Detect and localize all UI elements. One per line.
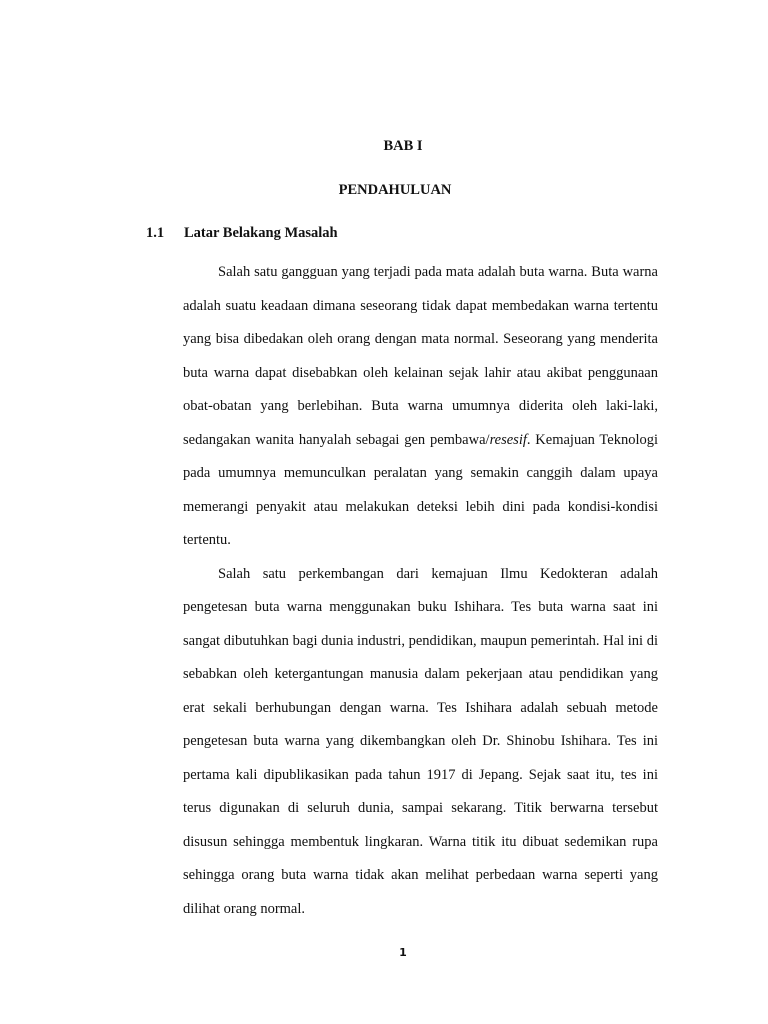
- page-number: 1: [399, 946, 407, 959]
- paragraph-2: Salah satu perkembangan dari kemajuan Ilmu Kedokteran adalah pengetesan buta warna menggunakan buku Ishihara. Tes buta warna saat ini sangat dibutuhkan bagi dunia industri, pendidikan, maupun pemerintah. Hal ini di sebabkan oleh ketergantungan manusia dalam pekerjaan atau pendidikan yang erat sekali berhubungan dengan warna. Tes Ishihara adalah sebuah metode pengetesan buta warna yang dikembangkan oleh Dr. Shinobu Ishihara. Tes ini pertama kali dipublikasikan pada tahun 1917 di Jepang. Sejak saat itu, tes ini terus digunakan di seluruh dunia, sampai sekarang. Titik berwarna tersebut disusun sehingga membentuk lingkaran. Warna titik itu dibuat sedemikan rupa sehingga orang buta warna tidak akan melihat perbedaan warna seperti yang dilihat orang normal.: [183, 565, 658, 917]
- paragraph-1: [183, 256, 658, 558]
- body-text: [183, 256, 658, 926]
- paragraph-1-text-start: Salah satu gangguan yang terjadi pada mata adalah buta warna. Buta warna adalah suatu keadaan dimana seseorang tidak dapat membedakan warna tertentu yang bisa dibedakan oleh orang dengan mata normal. Seseorang yang menderita buta warna dapat disebabkan oleh kelainan sejak lahir atau akibat penggunaan obat-obatan yang berlebihan. Buta warna umumnya diderita oleh laki-laki, sedangakan wanita hanyalah sebagai gen pembawa/: [183, 264, 658, 448]
- paragraph-1-italic-term: resesif: [489, 431, 527, 448]
- section-number: 1.1: [146, 225, 165, 241]
- paragraph-1-text-end: . Kemajuan Teknologi pada umumnya memunculkan peralatan yang semakin canggih dalam upaya memerangi penyakit atau melakukan deteksi lebih dini pada kondisi-kondisi tertentu.: [183, 431, 658, 548]
- section-title: Latar Belakang Masalah: [184, 225, 338, 241]
- chapter-number: BAB I: [383, 138, 423, 154]
- chapter-title: PENDAHULUAN: [338, 182, 452, 198]
- section-heading: [146, 223, 338, 243]
